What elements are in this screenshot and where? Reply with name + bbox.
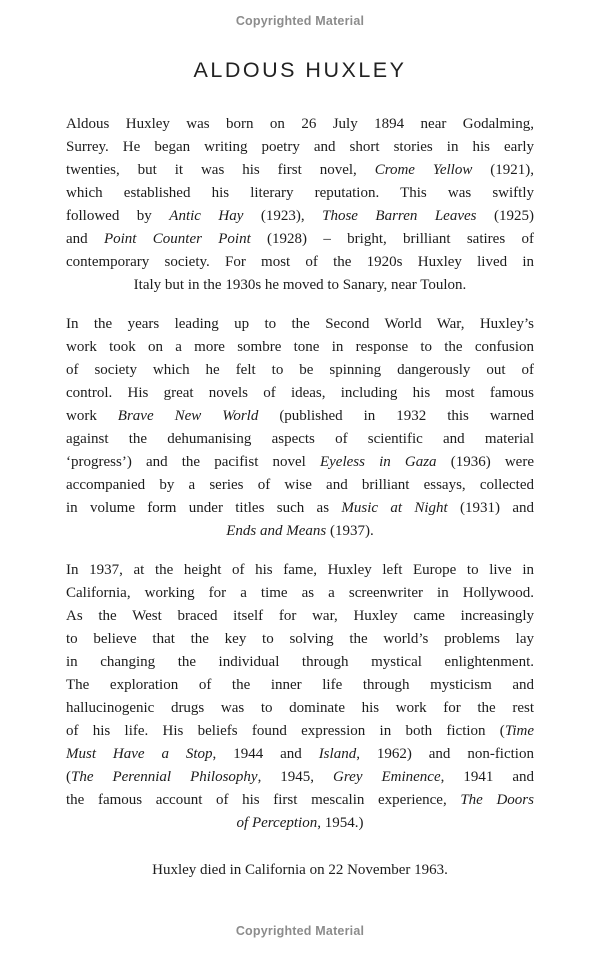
text-segment: Surrey. He began writing poetry and short stories in his early [66,139,534,155]
text-segment: (1936) were [436,454,534,470]
text-line [66,251,534,274]
text-line [66,582,534,605]
text-line [66,474,534,497]
book-title-italic: Eyeless in Gaza [319,454,437,470]
text-segment: of his life. His beliefs found expression in both fiction ( [66,723,505,739]
text-segment: ‘progress’) and the pacifist novel [66,454,320,470]
copyright-notice-bottom: Copyrighted Material [235,924,365,938]
book-title-italic: Point Counter Point [103,231,251,247]
text-segment: As the West braced itself for war, Huxley came increasingly [66,608,534,624]
text-line [66,697,534,720]
text-segment: and [66,231,104,247]
text-line [66,720,534,743]
book-title-italic: Those Barren Leaves [322,208,477,224]
text-line [66,405,534,428]
text-segment: ( [66,769,71,785]
text-line [66,336,534,359]
text-line [66,766,534,789]
text-segment: contemporary society. For most of the 1920s Huxley lived in [66,254,534,270]
text-segment: control. His great novels of ideas, including his most famous [66,385,534,401]
book-title-italic: of Perception [236,815,318,831]
text-segment: , 1962) and non-fiction [356,746,534,762]
text-line [66,605,534,628]
book-title-italic: Crome Yellow [374,162,473,178]
text-segment: (published in 1932 this warned [258,408,534,424]
text-line [66,182,534,205]
text-segment: (1921), [472,162,534,178]
text-line [66,382,534,405]
text-segment: the famous account of his first mescalin experience, [66,792,461,808]
text-segment: twenties, but it was his first novel, [66,162,375,178]
paragraph [66,559,534,835]
book-title-italic: Brave New World [117,408,259,424]
biography-text [66,113,534,882]
text-segment: , 1954.) [317,815,364,831]
book-title-italic: The Perennial Philosophy [71,769,258,785]
book-title-italic: Grey Eminence [333,769,441,785]
text-segment: California, working for a time as a screenwriter in Hollywood. [66,585,534,601]
book-title-italic: The Doors [460,792,534,808]
book-title-italic: Antic Hay [169,208,244,224]
text-line [66,743,534,766]
text-segment: (1925) [476,208,534,224]
text-segment: work [66,408,118,424]
text-line [66,359,534,382]
text-segment: The exploration of the inner life through mysticism and [66,677,534,693]
text-segment: , 1945, [257,769,334,785]
text-line [66,628,534,651]
text-line [66,559,534,582]
text-line [66,313,534,336]
book-title-italic: Ends and Means [226,523,327,539]
text-segment: (1937). [326,523,374,539]
text-segment: to believe that the key to solving the world’s problems lay [66,631,534,647]
text-line [66,520,534,543]
text-segment: followed by [66,208,170,224]
text-segment: (1928) – bright, brilliant satires of [250,231,534,247]
text-line [66,812,534,835]
text-line [66,136,534,159]
text-line [66,859,534,882]
text-segment: , 1944 and [212,746,319,762]
paragraph [66,113,534,297]
text-line [66,113,534,136]
text-segment: (1923), [243,208,323,224]
book-title-italic: Island [318,746,357,762]
text-line [66,274,534,297]
paragraph [66,859,534,882]
text-line [66,228,534,251]
text-line [66,159,534,182]
text-segment: work took on a more sombre tone in response to the confusion [66,339,534,355]
book-title-italic: Music at Night [341,500,448,516]
text-segment: In 1937, at the height of his fame, Huxley left Europe to live in [66,562,534,578]
copyright-notice-top: Copyrighted Material [235,14,365,28]
text-segment: (1931) and [447,500,534,516]
text-line [66,789,534,812]
text-line [66,674,534,697]
text-segment: which established his literary reputation. This was swiftly [66,185,534,201]
book-title-italic: Must Have a Stop [66,746,213,762]
text-line [66,451,534,474]
text-segment: of society which he felt to be spinning dangerously out of [66,362,534,378]
text-segment: Huxley died in California on 22 November 1963. [152,862,448,878]
page-title: ALDOUS HUXLEY [193,58,407,82]
text-segment: hallucinogenic drugs was to dominate his work for the rest [66,700,534,716]
paragraph [66,313,534,543]
text-segment: accompanied by a series of wise and brilliant essays, collected [66,477,534,493]
text-line [66,205,534,228]
text-line [66,497,534,520]
text-line [66,428,534,451]
text-segment: in changing the individual through mystical enlightenment. [66,654,534,670]
text-segment: , 1941 and [440,769,534,785]
text-segment: against the dehumanising aspects of scientific and material [66,431,534,447]
text-line [66,651,534,674]
text-segment: Italy but in the 1930s he moved to Sanary, near Toulon. [133,277,467,293]
book-title-italic: Time [504,723,534,739]
text-segment: in volume form under titles such as [66,500,342,516]
text-segment: In the years leading up to the Second World War, Huxley’s [66,316,534,332]
text-segment: Aldous Huxley was born on 26 July 1894 near Godalming, [66,116,534,132]
